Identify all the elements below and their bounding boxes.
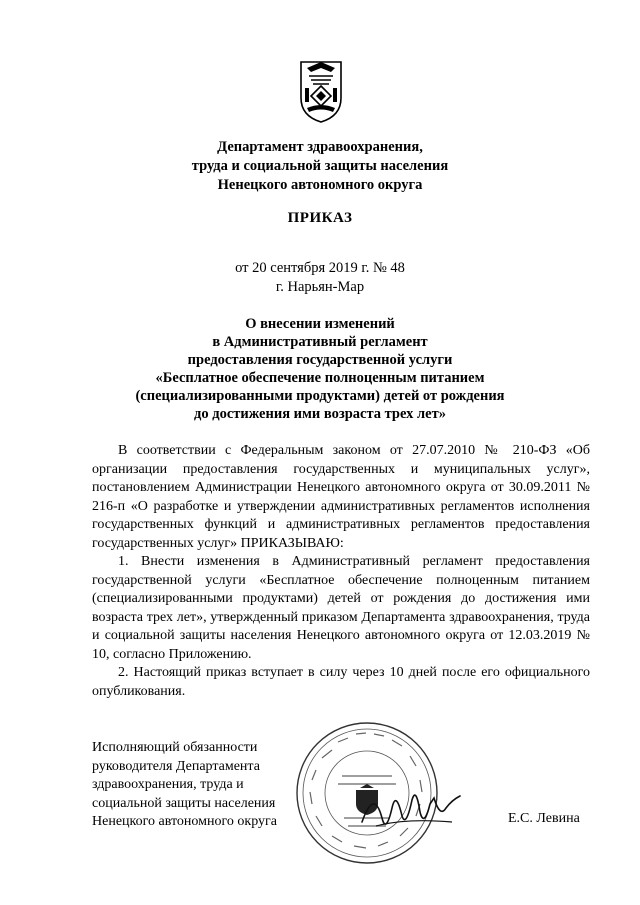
position-line: Исполняющий обязанности	[92, 740, 258, 755]
subject-line: предоставления государственной услуги	[187, 352, 453, 368]
department-line: Ненецкого автономного округа	[217, 177, 423, 193]
position-line: Ненецкого автономного округа	[92, 814, 277, 829]
position-line: руководителя Департамента	[92, 758, 260, 774]
handwritten-signature	[356, 778, 466, 838]
signatory-position	[92, 739, 302, 832]
position-line: здравоохранения, труда и	[92, 777, 244, 792]
subject-line: до достижения ими возраста трех лет»	[194, 406, 446, 422]
document-type: ПРИКАЗ	[287, 210, 353, 226]
place-line: г. Нарьян-Мар	[275, 279, 365, 295]
subject-line: в Административный регламент	[212, 334, 428, 350]
department-line: Департамент здравоохранения,	[217, 139, 423, 155]
order-item-1: 1. Внести изменения в Административный регламент предоставления государственной услуги «Бесплатное обеспечение полноценным питанием (специализированными продуктами) детей от рождения до достижения ими возраста трех лет», утвержденный приказом Департамента здравоохранения, труда и социальной защиты населения Ненецкого автономного округа от 12.03.2019 № 10, согласно Приложению.	[92, 554, 590, 662]
signatory-name: Е.С. Левина	[508, 811, 580, 826]
subject-line: О внесении изменений	[245, 316, 395, 332]
order-body	[92, 442, 590, 701]
preamble-paragraph: В соответствии с Федеральным законом от 27.07.2010 № 210-ФЗ «Об организации предоставления государственных и муниципальных услуг», постановлением Администрации Ненецкого автономного округа от 30.09.2011 № 216-п «О разработке и утверждении административных регламентов исполнения государственных функций и административных регламентов предоставления государственных услуг» ПРИКАЗЫВАЮ:	[92, 443, 590, 551]
subject-line: «Бесплатное обеспечение полноценным питанием	[155, 370, 485, 386]
department-name	[0, 138, 640, 195]
coat-of-arms-icon	[297, 58, 345, 124]
date-line: от 20 сентября 2019 г. № 48	[235, 260, 405, 276]
order-subject	[0, 315, 640, 423]
date-block	[0, 259, 640, 297]
department-line: труда и социальной защиты населения	[191, 158, 449, 174]
subject-line: (специализированными продуктами) детей от рождения	[135, 388, 505, 404]
order-item-2: 2. Настоящий приказ вступает в силу через 10 дней после его официального опубликования.	[92, 665, 590, 699]
position-line: социальной защиты населения	[92, 795, 276, 811]
